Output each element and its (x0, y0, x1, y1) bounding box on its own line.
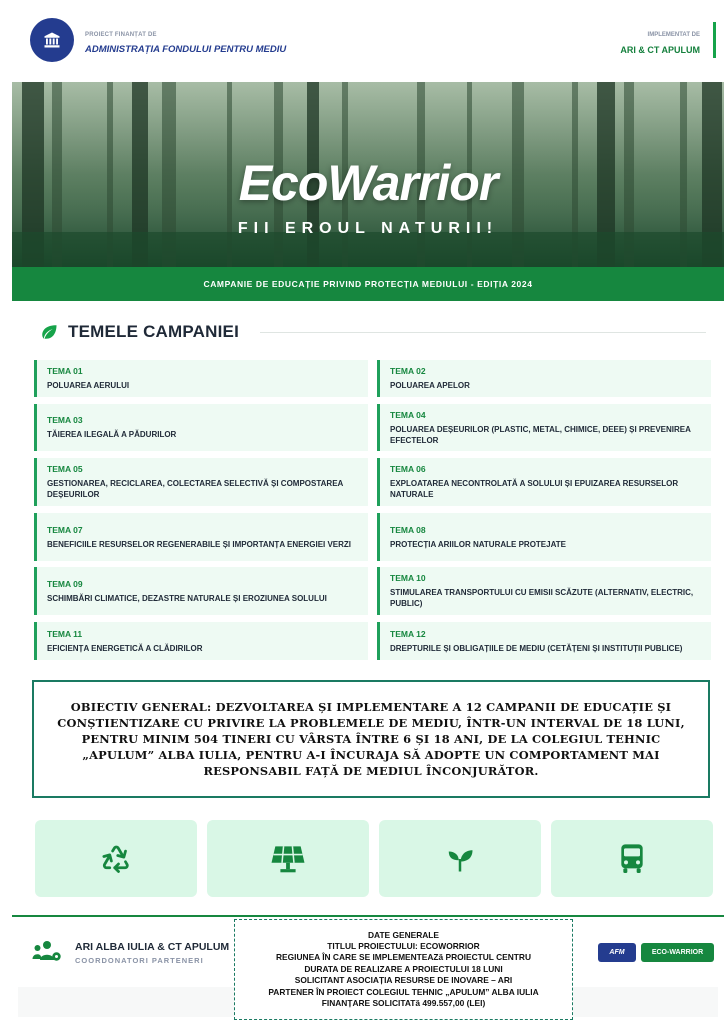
theme-card-01 (34, 360, 368, 397)
eco-warrior-badge: ECO-WARRIOR (641, 943, 714, 962)
sprout-icon (444, 844, 476, 874)
theme-card-11 (34, 622, 368, 660)
general-objective-box (32, 680, 710, 798)
theme-code: TEMA 08 (390, 524, 426, 535)
hero-banner (12, 82, 724, 267)
tile-sprout (379, 820, 541, 897)
campaign-band (12, 267, 724, 301)
section-divider (260, 332, 706, 333)
general-heading: DATE GENERALE (367, 929, 440, 940)
theme-card-02 (377, 360, 711, 397)
tile-recycle (35, 820, 197, 897)
bank-icon (43, 31, 61, 49)
funder-logo (30, 18, 74, 62)
theme-card-08 (377, 513, 711, 561)
general-line: DURATA DE REALIZARE A PROIECTULUI 18 LUNI (304, 963, 503, 974)
theme-label: EXPLOATAREA NECONTROLATĂ A SOLULUI ȘI EPUIZAREA RESURSELOR NATURALE (390, 479, 679, 499)
implementer-name: ARI & CT APULUM (620, 45, 700, 55)
theme-code: TEMA 04 (390, 409, 426, 420)
theme-label: BENEFICIILE RESURSELOR REGENERABILE ȘI IMPORTANȚA ENERGIEI VERZI (47, 539, 352, 549)
hero-subtitle: FII EROUL NATURII! (237, 220, 499, 237)
theme-card-05 (34, 458, 368, 506)
afm-badge: AFM (598, 943, 636, 962)
general-data-box (234, 919, 573, 1020)
theme-label: PROTECȚIA ARIILOR NATURALE PROTEJATE (390, 539, 566, 549)
theme-code: TEMA 09 (47, 578, 83, 589)
theme-label: POLUAREA APELOR (390, 381, 470, 390)
theme-code: TEMA 12 (390, 628, 426, 639)
general-line: SOLICITANT ASOCIAȚIA RESURSE DE INOVARE – ARI (294, 975, 513, 986)
theme-code: TEMA 01 (47, 366, 83, 376)
theme-card-03 (34, 404, 368, 451)
theme-card-09 (34, 567, 368, 615)
page-header (0, 0, 724, 80)
theme-card-10 (377, 567, 711, 615)
general-line: PARTENER ÎN PROIECT COLEGIUL TEHNIC „APULUM” ALBA IULIA (268, 986, 539, 997)
theme-label: STIMULAREA TRANSPORTULUI CU EMISII SCĂZUTE (ALTERNATIV, ELECTRIC, PUBLIC) (390, 588, 694, 608)
leaf-icon (40, 324, 58, 340)
implementer-caption: IMPLEMENTAT DE (647, 32, 700, 38)
tile-bus (551, 820, 713, 897)
general-line: TITLUL PROIECTULUI: ECOWORRIOR (327, 940, 480, 951)
general-line: REGIUNEA ÎN CARE SE IMPLEMENTEAZă PROIECTUL CENTRU (276, 952, 531, 963)
campaign-band-text: CAMPANIE DE EDUCAȚIE PRIVIND PROTECȚIA MEDIULUI - EDIȚIA 2024 (203, 279, 533, 289)
theme-code: TEMA 07 (47, 524, 83, 535)
tile-solar (207, 820, 369, 897)
theme-card-07 (34, 513, 368, 561)
theme-card-06 (377, 458, 711, 506)
partners-name: ARI ALBA IULIA & CT APULUM (75, 941, 230, 953)
theme-label: EFICIENȚA ENERGETICĂ A CLĂDIRILOR (47, 643, 203, 653)
theme-card-04 (377, 404, 711, 451)
themes-section-title (40, 322, 239, 342)
solar-panel-icon (269, 843, 307, 875)
theme-code: TEMA 11 (47, 628, 83, 639)
section-title-text: TEMELE CAMPANIEI (68, 322, 240, 341)
implementer-accent-bar (713, 22, 716, 58)
theme-code: TEMA 03 (47, 415, 83, 425)
theme-label: POLUAREA DEȘEURILOR (PLASTIC, METAL, CHIMICE, DEEE) ȘI PREVENIREA EFECTELOR (390, 424, 691, 445)
hero-title: EcoWarrior (238, 155, 498, 211)
theme-label: SCHIMBĂRI CLIMATICE, DEZASTRE NATURALE ȘI EROZIUNEA SOLULUI (47, 593, 327, 603)
theme-code: TEMA 06 (390, 464, 426, 474)
bus-icon (617, 843, 647, 875)
theme-label: GESTIONAREA, RECICLAREA, COLECTAREA SELECTIVĂ ȘI COMPOSTAREA DEȘEURILOR (47, 479, 344, 499)
theme-card-12 (377, 622, 711, 660)
theme-label: POLUAREA AERULUI (47, 381, 130, 390)
theme-label: DREPTURILE ȘI OBLIGAȚIILE DE MEDIU (CETĂȚENI ȘI INSTITUȚII PUBLICE) (390, 643, 683, 653)
partners-caption: COORDONATORI PARTENERI (75, 956, 204, 965)
theme-code: TEMA 02 (390, 366, 426, 376)
general-objective-text: OBIECTIV GENERAL: DEZVOLTAREA ȘI IMPLEMENTARE A 12 CAMPANII DE EDUCAȚIE ȘI CONȘTIENTIZARE CU PRIVIRE LA PROBLEMELE DE MEDIU, ÎNTR-UN INTERVAL DE 18 LUNI, PENTRU MINIM 504 TINERI CU VÂRSTA ÎNTRE 6 ȘI 18 ANI, DE LA COLEGIUL TEHNIC „APULUM” ALBA IULIA, PENTRU A-I ÎNCURAJA SĂ ADOPTE UN COMPORTAMENT MAI RESPONSABIL FAȚĂ DE MEDIUL ÎNCONJURĂTOR. (57, 700, 685, 778)
funder-caption: PROIECT FINANȚAT DE (85, 32, 157, 38)
recycle-icon (100, 844, 132, 874)
funder-name: ADMINISTRAȚIA FONDULUI PENTRU MEDIU (85, 44, 287, 55)
theme-code: TEMA 10 (390, 573, 426, 583)
users-cog-icon (32, 940, 62, 962)
theme-code: TEMA 05 (47, 464, 83, 474)
theme-label: TĂIEREA ILEGALĂ A PĂDURILOR (47, 430, 177, 439)
general-line: FINANȚARE SOLICITATă 499.557,00 (LEI) (321, 998, 486, 1009)
